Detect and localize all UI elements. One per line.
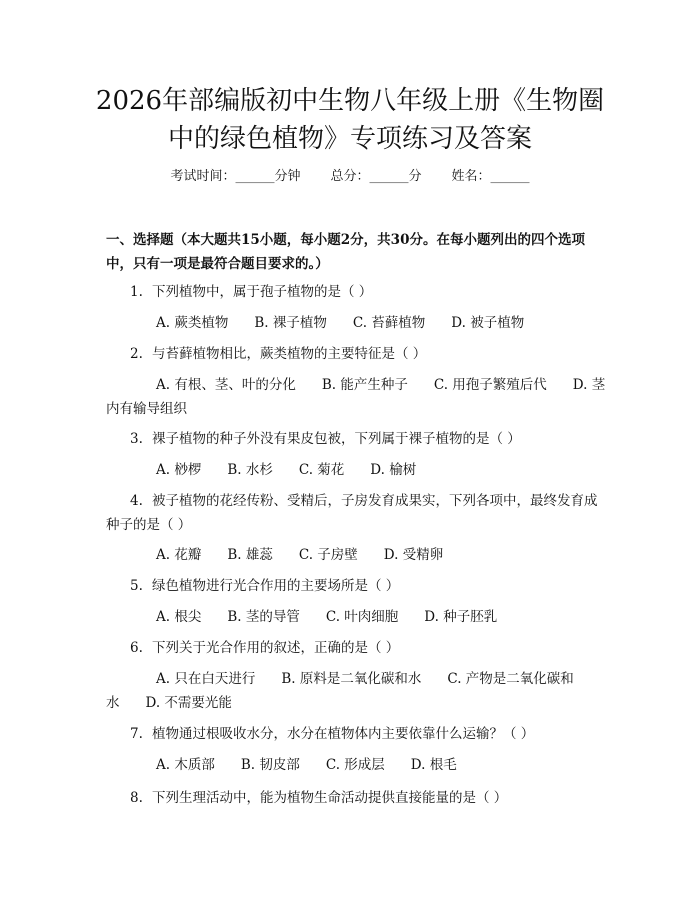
option-c: C. 产物是二氧化碳和水 [106,671,574,711]
question-6 [106,636,606,660]
option-a: A. 根尖 [156,609,202,625]
option-d: D. 种子胚乳 [424,609,498,625]
question-text: 下列关于光合作用的叙述，正确的是（ ） [152,640,400,656]
question-text: 植物通过根吸收水分，水分在植物体内主要依靠什么运输？（ ） [152,726,535,742]
option-d: D. 榆树 [370,462,417,478]
question-6-options [106,667,606,715]
option-b: B. 裸子植物 [254,315,327,331]
question-number: 5. [130,578,143,594]
exam-info [0,166,700,188]
option-b: B. 能产生种子 [321,377,408,393]
question-2-options [106,373,606,421]
exam-score-label: 总分：______分 [330,169,422,184]
option-c: C. 用孢子繁殖后代 [433,377,547,393]
question-number: 6. [130,640,143,656]
question-number: 1. [130,284,143,300]
option-b: B. 雄蕊 [227,547,273,563]
option-d: D. 茎内有输导组织 [106,377,606,417]
option-d: D. 根毛 [410,757,457,773]
question-5-options [106,605,606,629]
exam-name-label: 姓名：______ [451,169,530,184]
question-1 [106,280,606,304]
option-c: C. 菊花 [298,462,345,478]
question-3 [106,427,606,451]
question-4-options [106,543,606,567]
option-c: C. 子房壁 [298,547,358,563]
question-number: 4. [130,493,143,509]
question-1-options [106,311,606,335]
title-line-2: 中的绿色植物》专项练习及答案 [167,124,532,154]
option-a: A. 有根、茎、叶的分化 [156,377,296,393]
section-heading: 一、选择题（本大题共15小题，每小题2分，共30分。在每小题列出的四个选项中，只有一项是最符合题目要求的。） [106,232,585,272]
option-b: B. 茎的导管 [227,609,300,625]
option-d: D. 不需要光能 [145,695,232,711]
option-b: B. 原料是二氧化碳和水 [281,671,422,687]
question-text: 下列植物中，属于孢子植物的是（ ） [152,284,373,300]
question-text: 绿色植物进行光合作用的主要场所是（ ） [152,578,400,594]
option-d: D. 受精卵 [383,547,444,563]
question-number: 7. [130,726,143,742]
question-text: 裸子植物的种子外没有果皮包被，下列属于裸子植物的是（ ） [152,431,521,447]
title-line-1: 2026年部编版初中生物八年级上册《生物圈 [95,86,605,116]
option-d: D. 被子植物 [451,315,525,331]
option-c: C. 叶肉细胞 [325,609,399,625]
exam-time-label: 考试时间：______分钟 [170,169,301,184]
question-3-options [106,458,606,482]
option-c: C. 苔藓植物 [352,315,426,331]
option-a: A. 桫椤 [156,462,202,478]
question-4 [106,489,606,537]
question-7 [106,722,606,746]
question-5 [106,574,606,598]
question-text: 被子植物的花经传粉、受精后，子房发育成果实，下列各项中，最终发育成种子的是（ ） [106,493,598,533]
question-number: 2. [130,346,143,362]
question-2 [106,342,606,366]
question-8 [106,786,606,810]
option-b: B. 韧皮部 [240,757,300,773]
question-7-options [106,753,606,777]
option-a: A. 只在白天进行 [156,671,256,687]
option-c: C. 形成层 [325,757,385,773]
option-a: A. 花瓣 [156,547,202,563]
question-text: 下列生理活动中，能为植物生命活动提供直接能量的是（ ） [152,790,508,806]
question-number: 3. [130,431,143,447]
page-title [0,82,700,158]
question-text: 与苔藓植物相比，蕨类植物的主要特征是（ ） [152,346,427,362]
question-number: 8. [130,790,143,806]
option-a: A. 木质部 [156,757,215,773]
option-a: A. 蕨类植物 [156,315,229,331]
option-b: B. 水杉 [227,462,273,478]
